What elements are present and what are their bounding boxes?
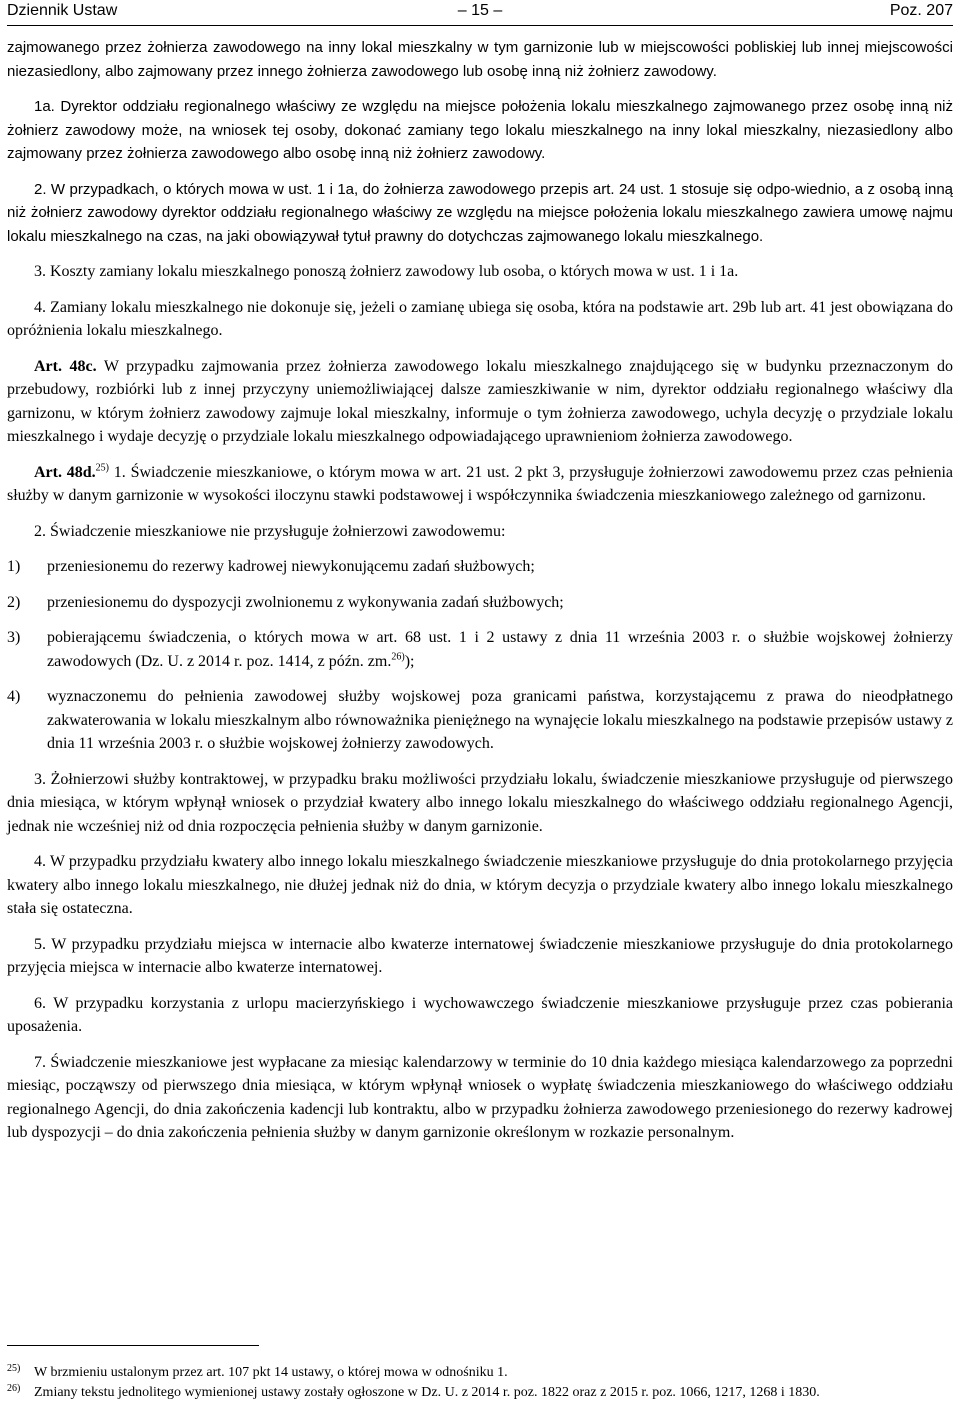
paragraph-3: 3. Koszty zamiany lokalu mieszkalnego ponoszą żołnierz zawodowy lub osoba, o których mowa w ust. 1 i 1a. bbox=[34, 263, 739, 280]
article-48c-label: Art. 48c. bbox=[34, 357, 97, 375]
article-48d-paragraph-6: 6. W przypadku korzystania z urlopu macierzyńskiego i wychowawczego świadczenie mieszkaniowe przysługuje przez czas pobierania uposażenia. bbox=[7, 994, 953, 1035]
paragraph-2-part-b: wiednio, a z osobą inną niż żołnierz zawodowy dyrektor oddziału regionalnego właściwy ze względu na miejsce położenia lokalu mieszkalnego zawiera umowę najmu lokalu mieszkalnego na czas, na jaki obowiązywał tytuł prawny do dotychczas zajmowanego lokalu mieszkalnego. bbox=[7, 180, 954, 245]
footnote-ref-26: 26) bbox=[391, 651, 405, 663]
footnote-26 bbox=[7, 1383, 953, 1402]
paragraph-2 bbox=[7, 178, 953, 249]
list-item-number: 1) bbox=[7, 558, 21, 575]
paragraph-2-part-a: 2. W przypadkach, o których mowa w ust. 1 i 1a, do żołnierza zawodowego przepis art. 24 ust. 1 stosuje się odpo- bbox=[34, 180, 796, 198]
article-48d bbox=[7, 461, 953, 508]
page-header bbox=[7, 0, 953, 26]
list-item-number: 3) bbox=[7, 629, 21, 646]
list-item-tail: ); bbox=[404, 652, 415, 670]
article-48d-paragraph-7: 7. Świadczenie mieszkaniowe jest wypłacane za miesiąc kalendarzowy w terminie do 10 dnia każdego miesiąca kalendarzowego za poprzedni miesiąc, począwszy od pierwszego dnia miesiąca, w którym wpłynął wniosek o wypłatę świadczenia mieszkaniowego do właściwego oddziału regionalnego Agencji, do dnia zakończenia kadencji lub kontraktu, albo w przypadku żołnierza zawodowego przeniesionego do rezerwy kadrowej lub dyspozycji – do dnia zakończenia pełnienia służby w danym garnizonie określonym w rozkazie personalnym. bbox=[7, 1053, 953, 1141]
list-item-text: przeniesionemu do rezerwy kadrowej niewykonującemu zadań służbowych; bbox=[47, 558, 535, 575]
article-48c-text: W przypadku zajmowania przez żołnierza zawodowego lokalu mieszkalnego znajdującego się w budynku przeznaczonym do przebudowy, rozbiórki lub z innej przyczyny uniemożliwiającej dalsze zamieszkiwanie w nim, dyrektor oddziału regionalnego właściwy dla garnizonu, w którym żołnierz zawodowy zajmuje lokal mieszkalny, informuje o tym żołnierza zawodowego, uchyla decyzję o przydziale lokalu mieszkalnego i wydaje decyzję o przydziale lokalu mieszkalnego odpowiadającego uprawnieniom żołnierza zawodowego. bbox=[7, 357, 953, 445]
footnote-separator bbox=[7, 1345, 259, 1346]
header-rule bbox=[7, 25, 953, 26]
list-item-number: 2) bbox=[7, 593, 21, 611]
article-48d-text: 1. Świadczenie mieszkaniowe, o którym mowa w art. 21 ust. 2 pkt 3, przysługuje żołnierzowi zawodowemu przez czas pełnienia służby w danym garnizonie w wysokości iloczynu stawki podstawowej i współczynnika świadczenia mieszkaniowego zależnego od garnizonu. bbox=[7, 463, 953, 504]
footnote-text: W brzmieniu ustalonym przez art. 107 pkt 14 ustawy, o której mowa w odnośniku 1. bbox=[34, 1365, 508, 1380]
footnote-number: 25) bbox=[7, 1363, 21, 1374]
list-item-text: przeniesionemu do dyspozycji zwolnionemu z wykonywania zadań służbowych; bbox=[47, 593, 564, 611]
paragraph-4: 4. Zamiany lokalu mieszkalnego nie dokonuje się, jeżeli o zamianę ubiega się osoba, która na podstawie art. 29b lub art. 41 jest obowiązana do opróżnienia lokalu mieszkalnego. bbox=[7, 298, 953, 339]
article-48c bbox=[7, 355, 953, 449]
article-48d-paragraph-5: 5. W przypadku przydziału miejsca w internacie albo kwaterze internatowej świadczenie mieszkaniowe przysługuje do dnia protokolarnego przyjęcia miejsca w internacie albo kwaterze internatowej. bbox=[7, 935, 953, 976]
document-page bbox=[7, 0, 953, 1145]
footnote-25 bbox=[7, 1363, 953, 1382]
position-number: Poz. 207 bbox=[889, 2, 953, 19]
article-48d-paragraph-4: 4. W przypadku przydziału kwatery albo innego lokalu mieszkalnego świadczenie mieszkaniowe przysługuje do dnia protokolarnego przyjęcia kwatery albo innego lokalu mieszkalnego, nie dłużej jednak niż do dnia, w którym decyzja o przydziale kwatery albo innego lokalu mieszkalnego stała się ostateczna. bbox=[7, 853, 953, 917]
journal-title: Dziennik Ustaw bbox=[7, 2, 118, 19]
list-item bbox=[7, 626, 953, 673]
list-item bbox=[7, 555, 953, 579]
article-48d-paragraph-3: 3. Żołnierzowi służby kontraktowej, w przypadku braku możliwości przydziału lokalu, świadczenie mieszkaniowe przysługuje od pierwszego dnia miesiąca, w którym wpłynął wniosek o przydział kwatery albo innego lokalu mieszkalnego do właściwego oddziału regionalnego Agencji, jednak nie wcześniej niż od dnia rozpoczęcia pełnienia służby w danym garnizonie. bbox=[7, 770, 953, 835]
page-number: – 15 – bbox=[457, 2, 503, 19]
paragraph-1a: 1a. Dyrektor oddziału regionalnego właściwy ze względu na miejsce położenia lokalu mieszkalnego zajmowanego przez osobę inną niż żołnierz zawodowy może, na wniosek tej osoby, dokonać zamiany tego lokalu mieszkalnego na inny lokal mieszkalny, niezasiedlony albo zajmowany przez żołnierza zawodowego albo osobę inną niż żołnierz zawodowy. bbox=[7, 98, 953, 162]
list-item-text: wyznaczonemu do pełnienia zawodowej służby wojskowej poza granicami państwa, korzystającemu z prawa do nieodpłatnego zakwaterowania w lokalu mieszkalnym albo równoważnika pieniężnego na wynajęcie lokalu mieszkalnego na podstawie przepisów ustawy z dnia 11 września 2003 r. o służbie wojskowej żołnierzy zawodowych. bbox=[47, 688, 953, 752]
footnote-number: 26) bbox=[7, 1383, 21, 1394]
list-item bbox=[7, 685, 953, 756]
list-item-text: pobierającemu świadczenia, o których mowa w art. 68 ust. 1 i 2 ustawy z dnia 11 września 2003 r. o służbie wojskowej żołnierzy zawodowych (Dz. U. z 2014 r. poz. 1414, z późn. zm. bbox=[47, 629, 953, 670]
article-48d-paragraph-2: 2. Świadczenie mieszkaniowe nie przysługuje żołnierzowi zawodowemu: bbox=[34, 522, 506, 540]
list-item bbox=[7, 591, 953, 615]
footnote-text: Zmiany tekstu jednolitego wymienionej ustawy zostały ogłoszone w Dz. U. z 2014 r. poz. 1822 oraz z 2015 r. poz. 1066, 1217, 1268 i 1830. bbox=[34, 1385, 820, 1400]
continued-paragraph: zajmowanego przez żołnierza zawodowego na inny lokal mieszkalny w tym garnizonie lub w miejscowości pobliskiej lub innej miejscowości niezasiedlony, albo zajmowany przez innego żołnierza zawodowego lub osobę inną niż żołnierz zawodowy. bbox=[7, 39, 953, 80]
list-item-number: 4) bbox=[7, 688, 21, 705]
footnote-ref-25: 25) bbox=[95, 462, 110, 474]
article-48d-label: Art. 48d. bbox=[34, 463, 96, 481]
